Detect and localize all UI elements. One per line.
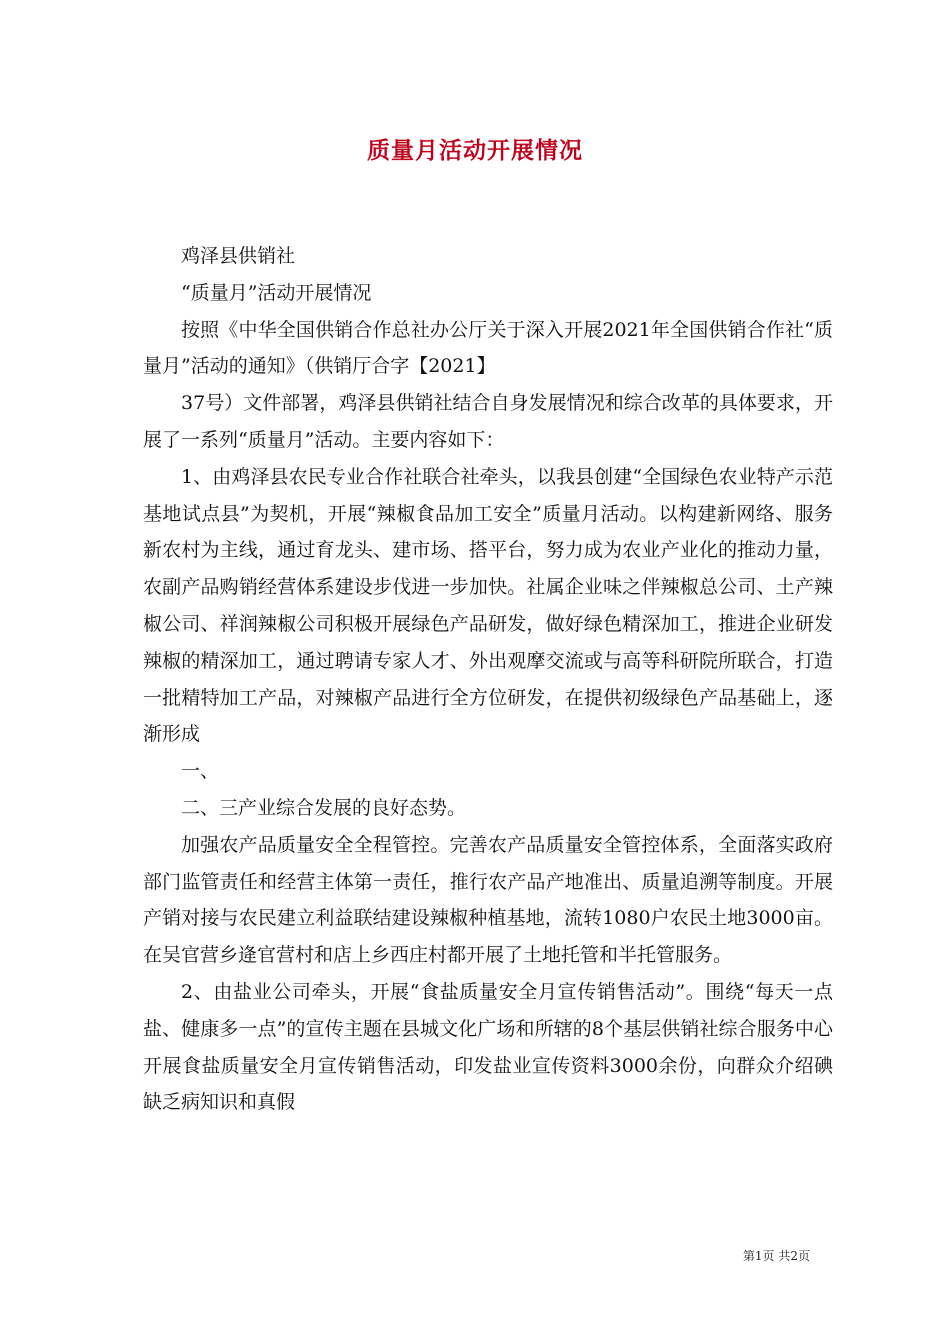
page-number: 第1页 共2页 [742,1249,810,1263]
paragraph: 2、由盐业公司牵头，开展“食盐质量安全月宣传销售活动”。围绕“每天一点盐、健康多一点”的宣传主题在县城文化广场和所辖的8个基层供销社综合服务中心开展食盐质量安全月宣传销售活动，印发盐业宣传资料3000余份，向群众介绍碘缺乏病知识和真假 [143,980,833,1114]
document-title: 质量月活动开展情况 [367,137,583,164]
paragraph: 37号）文件部署，鸡泽县供销社结合自身发展情况和综合改革的具体要求，开展了一系列“质量月”活动。主要内容如下： [143,392,833,451]
paragraph: 一、 [181,760,220,783]
document-body [143,238,833,1121]
paragraph: “质量月”活动开展情况 [181,281,372,304]
paragraph: 二、三产业综合发展的良好态势。 [181,796,467,819]
paragraph: 1、由鸡泽县农民专业合作社联合社牵头，以我县创建“全国绿色农业特产示范基地试点县”为契机，开展“辣椒食品加工安全”质量月活动。以构建新网络、服务新农村为主线，通过育龙头、建市场、搭平台，努力成为农业产业化的推动力量，农副产品购销经营体系建设步伐进一步加快。社属企业味之伴辣椒总公司、土产辣椒公司、祥润辣椒公司积极开展绿色产品研发，做好绿色精深加工，推进企业研发辣椒的精深加工，通过聘请专家人才、外出观摩交流或与高等科研院所联合，打造一批精特加工产品，对辣椒产品进行全方位研发，在提供初级绿色产品基础上，逐渐形成 [143,465,833,746]
paragraph: 鸡泽县供销社 [181,245,296,267]
paragraph: 按照《中华全国供销合作总社办公厅关于深入开展2021年全国供销合作社“质量月”活动的通知》（供销厅合字【2021】 [143,318,833,378]
paragraph: 加强农产品质量安全全程管控。完善农产品质量安全管控体系，全面落实政府部门监管责任和经营主体第一责任，推行农产品产地准出、质量追溯等制度。开展产销对接与农民建立利益联结建设辣椒种植基地，流转1080户农民土地3000亩。在吴官营乡逄官营村和店上乡西庄村都开展了土地托管和半托管服务。 [143,833,833,967]
